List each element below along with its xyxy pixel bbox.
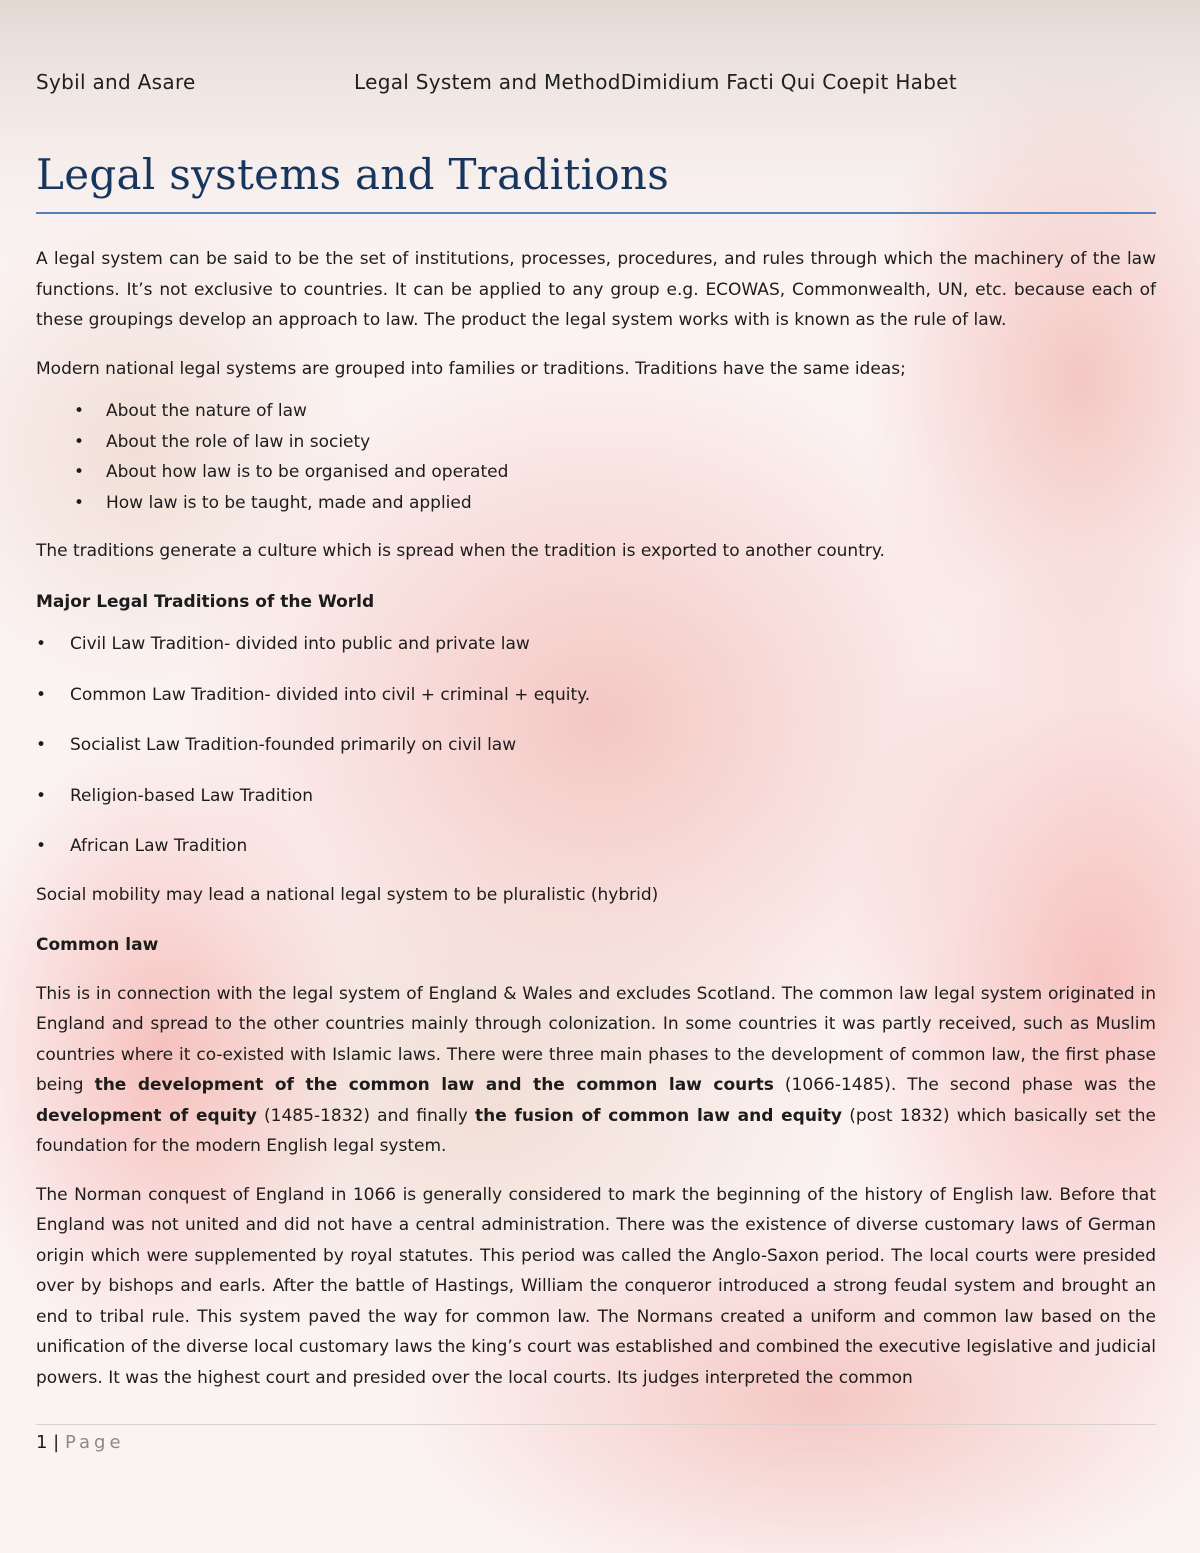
list-item: • Civil Law Tradition- divided into public and private law bbox=[36, 629, 1156, 660]
traditions-ideas-list bbox=[36, 396, 1156, 518]
list-item: • Socialist Law Tradition-founded primarily on civil law bbox=[36, 730, 1156, 761]
traditions-intro-paragraph: Modern national legal systems are grouped into families or traditions. Traditions have the same ideas; bbox=[36, 358, 906, 379]
page-title: Legal systems and Traditions bbox=[36, 150, 670, 199]
footer-separator: | bbox=[47, 1432, 65, 1453]
page-number: 1 bbox=[36, 1432, 48, 1453]
bullet-icon: • bbox=[36, 735, 47, 755]
bullet-icon: • bbox=[36, 684, 47, 705]
bullet-icon: • bbox=[74, 462, 85, 482]
bullet-icon: • bbox=[74, 401, 85, 421]
document-body bbox=[36, 244, 1156, 1393]
list-item: • How law is to be taught, made and applied bbox=[36, 488, 1156, 519]
culture-paragraph: The traditions generate a culture which is spread when the tradition is exported to another country. bbox=[36, 541, 885, 561]
list-item: • Common Law Tradition- divided into civil + criminal + equity. bbox=[36, 680, 1156, 711]
list-item: • About how law is to be organised and operated bbox=[36, 457, 1156, 488]
common-law-paragraph: This is in connection with the legal system of England & Wales and excludes Scotland. The common law legal system originated in England and spread to the other countries mainly through colonization. In some countries it was partly received, such as Muslim countries where it co-existed with Islamic laws. There were three main phases to the development of common law, the first phase being the development of the common law and the common law courts (1066-1485). The second phase was the development of equity (1485-1832) and finally the fusion of common law and equity (post 1832) which basically set the foundation for the modern English legal system. bbox=[36, 983, 1156, 1156]
major-traditions-list bbox=[36, 629, 1156, 862]
social-mobility-paragraph: Social mobility may lead a national legal system to be pluralistic (hybrid) bbox=[36, 884, 659, 905]
page-footer bbox=[36, 1432, 125, 1453]
norman-conquest-paragraph: The Norman conquest of England in 1066 is generally considered to mark the beginning of the history of English law. Before that England was not united and did not have a central administration. There was the existence of diverse customary laws of German origin which were supplemented by royal statutes. This period was called the Anglo-Saxon period. The local courts were presided over by bishops and earls. After the battle of Hastings, William the conqueror introduced a strong feudal system and brought an end to tribal rule. This system paved the way for common law. The Normans created a uniform and common law based on the unification of the diverse local customary laws the king’s court was established and combined the executive legislative and judicial powers. It was the highest court and presided over the local courts. Its judges interpreted the common bbox=[36, 1184, 1156, 1388]
footer-divider bbox=[36, 1424, 1156, 1425]
bullet-icon: • bbox=[74, 492, 85, 513]
header-course-title: Legal System and MethodDimidium Facti Qui Coepit Habet bbox=[354, 70, 957, 94]
bullet-icon: • bbox=[74, 431, 85, 452]
major-traditions-heading: Major Legal Traditions of the World bbox=[36, 591, 375, 612]
list-item: • Religion-based Law Tradition bbox=[36, 781, 1156, 812]
bullet-icon: • bbox=[36, 634, 47, 654]
page-label: Page bbox=[64, 1432, 125, 1453]
bullet-icon: • bbox=[36, 836, 47, 856]
common-law-heading: Common law bbox=[36, 935, 159, 955]
bullet-icon: • bbox=[36, 785, 47, 806]
list-item: • African Law Tradition bbox=[36, 831, 1156, 862]
title-underline bbox=[36, 212, 1156, 214]
list-item: • About the nature of law bbox=[36, 396, 1156, 427]
intro-paragraph: A legal system can be said to be the set of institutions, processes, procedures, and rules through which the machinery of the law functions. It’s not exclusive to countries. It can be applied to any group e.g. ECOWAS, Commonwealth, UN, etc. because each of these groupings develop an approach to law. The product the legal system works with is known as the rule of law. bbox=[36, 249, 1156, 330]
list-item: • About the role of law in society bbox=[36, 427, 1156, 458]
header-author: Sybil and Asare bbox=[36, 70, 196, 94]
